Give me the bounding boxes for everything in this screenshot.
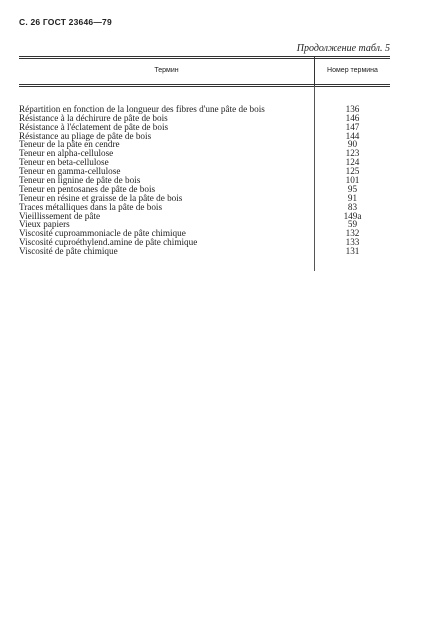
number-cell: 124 [345,157,360,168]
term-cell: Résistance au pliage de pâte de bois [19,130,152,141]
terms-table [19,56,390,271]
number-cell: 59 [347,219,358,230]
term-cell: Viscosité cuproammoniacle de pâte chimique [19,228,186,239]
table-row [19,247,390,256]
term-cell: Répartition en fonction de la longueur des fibres d'une pâte de bois [19,103,265,114]
header-bottom-rule [19,84,390,85]
number-cell: 147 [345,121,360,132]
number-cell: 123 [345,148,360,159]
term-cell: Teneur en résine et graisse de la pâte de bois [19,192,183,203]
term-cell: Teneur en gamma-cellulose [19,166,121,177]
table-row [19,212,390,221]
number-cell: 149a [343,210,362,221]
number-cell: 132 [345,228,360,239]
number-cell: 91 [347,192,358,203]
number-cell: 101 [345,175,360,186]
term-cell: Résistance à la déchirure de pâte de bois [19,112,168,123]
term-cell: Résistance à l'éclatement de pâte de bois [19,121,169,132]
number-cell: 125 [345,166,360,177]
table-top-rule [19,56,390,57]
header-bottom-rule-inner [19,86,390,87]
number-cell: 146 [345,112,360,123]
term-cell: Traces métalliques dans la pâte de bois [19,201,163,212]
table-row [19,96,390,114]
number-cell: 133 [345,237,360,248]
column-header-number: Номер термина [327,67,378,74]
table-continuation-label: Продолжение табл. 5 [296,43,390,54]
term-cell: Teneur en lignine de pâte de bois [19,175,141,186]
number-cell: 144 [345,130,360,141]
term-cell: Teneur en pentosanes de pâte de bois [19,183,156,194]
term-cell: Viscosité de pâte chimique [19,246,118,257]
number-cell: 90 [347,139,358,150]
term-cell: Vieux papiers [19,219,70,230]
term-cell: Viscosité cuproéthylend.amine de pâte chimique [19,237,198,248]
number-cell: 83 [347,201,358,212]
number-cell: 95 [347,183,358,194]
number-cell: 131 [345,246,360,257]
term-cell: Teneur en beta-cellulose [19,157,109,168]
term-cell: Vieillissement de pâte [19,210,101,221]
column-header-term: Термин [154,67,179,74]
number-cell: 136 [345,103,360,114]
table-body [19,96,390,256]
table-top-rule-inner [19,58,390,59]
term-cell: Teneur en alpha-cellulose [19,148,114,159]
page-header: С. 26 ГОСТ 23646—79 [19,17,112,27]
term-cell: Teneur de la pâte en cendre [19,139,120,150]
